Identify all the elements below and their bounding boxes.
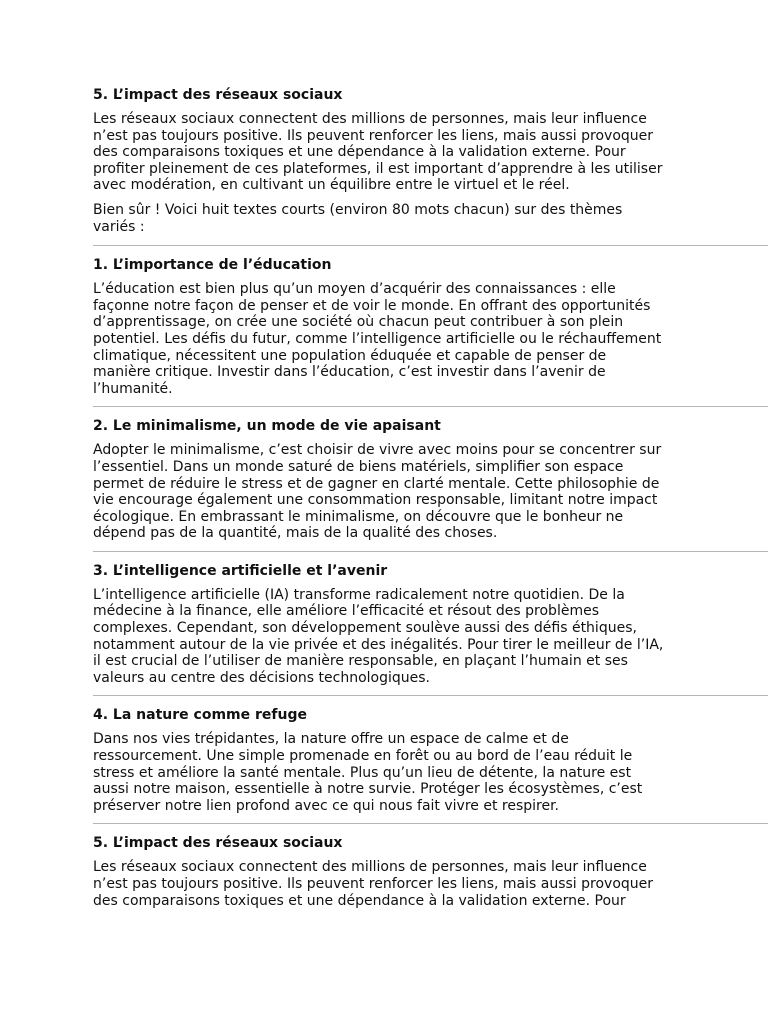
section-divider (93, 551, 768, 552)
document-content (93, 86, 683, 918)
section-divider (93, 695, 768, 696)
intro-paragraph: Bien sûr ! Voici huit textes courts (environ 80 mots chacun) sur des thèmes variés : (93, 201, 623, 235)
section-heading-3: 3. L’intelligence artificielle et l’avenir (93, 562, 388, 579)
section-heading-5: 5. L’impact des réseaux sociaux (93, 835, 343, 852)
section-divider (93, 406, 768, 407)
section-divider (93, 823, 768, 824)
section-heading-1: 1. L’importance de l’éducation (93, 257, 332, 274)
section-heading-top: 5. L’impact des réseaux sociaux (93, 87, 343, 103)
section-heading-4: 4. La nature comme refuge (93, 707, 307, 724)
section-body-3: L’intelligence artificielle (IA) transforme radicalement notre quotidien. De la médecine à la finance, elle améliore l’efficacité et résout des problèmes complexes. Cependant, son développement soulève aussi des défis éthiques, notamment autour de la vie privée et des inégalités. Pour tirer le meilleur de l’IA, il est crucial de l’utiliser de manière responsable, en plaçant l’humain et ses valeurs au centre des décisions technologiques. (93, 586, 664, 686)
section-body-top: Les réseaux sociaux connectent des millions de personnes, mais leur influence n’est pas toujours positive. Ils peuvent renforcer les liens, mais aussi provoquer des comparaisons toxiques et une dépendance à la validation externe. Pour profiter pleinement de ces plateformes, il est important d’apprendre à les utiliser avec modération, en cultivant un équilibre entre le virtuel et le réel. (93, 111, 663, 194)
section-body-1: L’éducation est bien plus qu’un moyen d’acquérir des connaissances : elle façonne notre façon de penser et de voir le monde. En offrant des opportunités d’apprentissage, on crée une société où chacun peut contribuer à son plein potentiel. Les défis du futur, comme l’intelligence artificielle ou le réchauffement climatique, nécessitent une population éduquée et capable de penser de manière critique. Investir dans l’éducation, c’est investir dans l’avenir de l’humanité. (93, 281, 662, 397)
section-body-4: Dans nos vies trépidantes, la nature offre un espace de calme et de ressourcement. Une simple promenade en forêt ou au bord de l’eau réduit le stress et améliore la santé mentale. Plus qu’un lieu de détente, la nature est aussi notre maison, essentielle à notre survie. Protéger les écosystèmes, c’est préserver notre lien profond avec ce qui nous fait vivre et respirer. (93, 731, 643, 814)
section-body-2: Adopter le minimalisme, c’est choisir de vivre avec moins pour se concentrer sur l’essentiel. Dans un monde saturé de biens matériels, simplifier son espace permet de réduire le stress et de gagner en clarté mentale. Cette philosophie de vie encourage également une consommation responsable, limitant notre impact écologique. En embrassant le minimalisme, on découvre que le bonheur ne dépend pas de la quantité, mais de la qualité des choses. (93, 442, 662, 542)
section-heading-2: 2. Le minimalisme, un mode de vie apaisant (93, 418, 441, 435)
section-divider (93, 245, 768, 246)
section-body-5: Les réseaux sociaux connectent des millions de personnes, mais leur influence n’est pas toujours positive. Ils peuvent renforcer les liens, mais aussi provoquer des comparaisons toxiques et une dépendance à la validation externe. Pour (93, 859, 654, 909)
